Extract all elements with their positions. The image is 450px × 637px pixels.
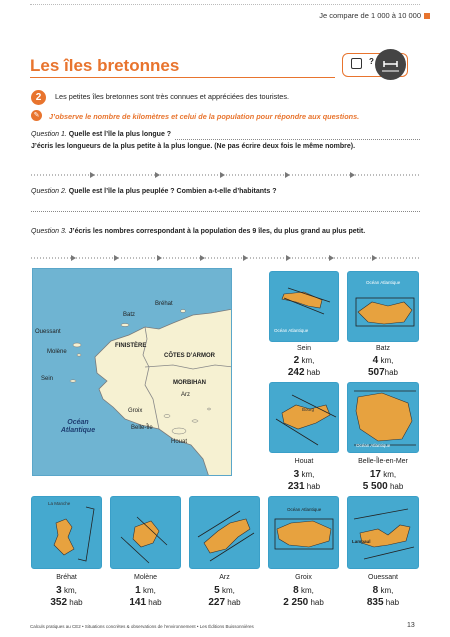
brittany-map xyxy=(32,268,232,476)
map-label-arz: Arz xyxy=(181,392,190,398)
island-hab-batz: 507hab xyxy=(367,367,399,378)
answer-line-1[interactable] xyxy=(175,139,420,140)
tile-brehat: La Manche xyxy=(31,496,102,569)
page-number: 13 xyxy=(407,622,415,629)
chapter-square-icon xyxy=(424,13,430,19)
island-hab-brehat: 352 hab xyxy=(50,597,83,608)
island-km-sein: 2 km, xyxy=(293,355,315,366)
island-hab-molene: 141 hab xyxy=(129,597,162,608)
island-hab-belle-ile: 5 500 hab xyxy=(362,481,404,492)
island-km-batz: 4 km, xyxy=(372,355,394,366)
island-name-molene: Molène xyxy=(134,574,157,581)
island-hab-houat: 231 hab xyxy=(287,481,321,492)
map-label-molene: Molène xyxy=(47,349,67,355)
tile-belle-ile: Océan Atlantique xyxy=(347,382,419,453)
island-name-batz: Batz xyxy=(375,345,390,352)
question-3: Question 3. J’écris les nombres correspondant à la population des 9 îles, du plus grand au plus petit. xyxy=(31,228,366,235)
page-title: Les îles bretonnes xyxy=(30,56,180,75)
top-rule xyxy=(30,4,420,5)
island-km-houat: 3 km, xyxy=(293,469,315,480)
answer-line-2[interactable] xyxy=(31,211,420,212)
order-arrows-3[interactable] xyxy=(31,250,420,260)
island-name-brehat: Bréhat xyxy=(56,574,77,581)
observe-instruction: J’observe le nombre de kilomètres et celui de la population pour répondre aux questions. xyxy=(49,112,360,121)
question-mark-icon: ? xyxy=(369,57,374,66)
island-name-ouessant: Ouessant xyxy=(368,574,398,581)
island-name-arz: Arz xyxy=(219,574,230,581)
map-label-groix: Groix xyxy=(128,408,143,414)
region-cotes-armor: CÔTES D’ARMOR xyxy=(164,353,215,359)
tile-houat: Bourg xyxy=(269,382,339,453)
island-km-arz: 5 km, xyxy=(214,585,235,596)
island-name-houat: Houat xyxy=(294,458,314,465)
map-label-ouessant: Ouessant xyxy=(35,329,61,335)
exercise-intro: Les petites îles bretonnes sont très connues et appréciées des touristes. xyxy=(55,92,290,101)
chapter-label: Je compare de 1 000 à 10 000 xyxy=(319,11,430,20)
tile-batz: Océan Atlantique xyxy=(347,271,419,342)
dice-icon xyxy=(351,58,362,69)
brittany-landmass xyxy=(33,269,232,476)
island-km-brehat: 3 km, xyxy=(56,585,77,596)
map-label-houat: Houat xyxy=(171,439,188,445)
tile-ouessant: Lampaul xyxy=(347,496,419,569)
map-label-brehat: Bréhat xyxy=(155,301,173,307)
exercise-number: 2 xyxy=(31,90,46,105)
island-hab-ouessant: 835 hab xyxy=(366,597,400,608)
island-hab-arz: 227 hab xyxy=(208,597,241,608)
tile-groix: Océan Atlantique xyxy=(268,496,339,569)
map-label-batz: Batz xyxy=(123,312,136,318)
island-name-belle-ile: Belle-Île-en-Mer xyxy=(358,458,408,465)
map-label-sein: Sein xyxy=(41,376,54,382)
island-name-groix: Groix xyxy=(295,574,312,581)
footer-text: Calculs pratiques au CE2 • Situations concrètes & observations de l’environnement • Les Éditions Buissonnières xyxy=(30,624,254,629)
pencil-icon: ✎ xyxy=(31,110,42,121)
question-1-sub: J’écris les longueurs de la plus petite à la plus longue. (Ne pas écrire deux fois le même nombre). xyxy=(31,143,356,150)
island-km-molene: 1 km, xyxy=(135,585,156,596)
island-name-sein: Sein xyxy=(296,345,311,352)
island-km-belle-ile: 17 km, xyxy=(369,469,397,480)
tile-arz xyxy=(189,496,260,569)
island-hab-sein: 242 hab xyxy=(287,367,321,378)
question-1: Question 1. Quelle est l’île la plus longue ? xyxy=(31,131,172,138)
tile-sein: Océan Atlantique xyxy=(269,271,339,342)
order-arrows-1[interactable] xyxy=(31,167,420,177)
map-ocean-label: Océan Atlantique xyxy=(60,419,96,434)
island-km-groix: 8 km, xyxy=(293,585,314,596)
tile-molene xyxy=(110,496,181,569)
question-2: Question 2. Quelle est l’île la plus peuplée ? Combien a-t-elle d’habitants ? xyxy=(31,188,277,195)
map-label-belle-ile: Belle-Île xyxy=(131,425,153,431)
island-hab-groix: 2 250 hab xyxy=(283,597,324,608)
region-morbihan: MORBIHAN xyxy=(173,380,206,386)
title-underline xyxy=(30,77,335,78)
measure-icon xyxy=(375,49,406,80)
region-finistere: FINISTÈRE xyxy=(115,343,147,349)
island-km-ouessant: 8 km, xyxy=(372,585,394,596)
